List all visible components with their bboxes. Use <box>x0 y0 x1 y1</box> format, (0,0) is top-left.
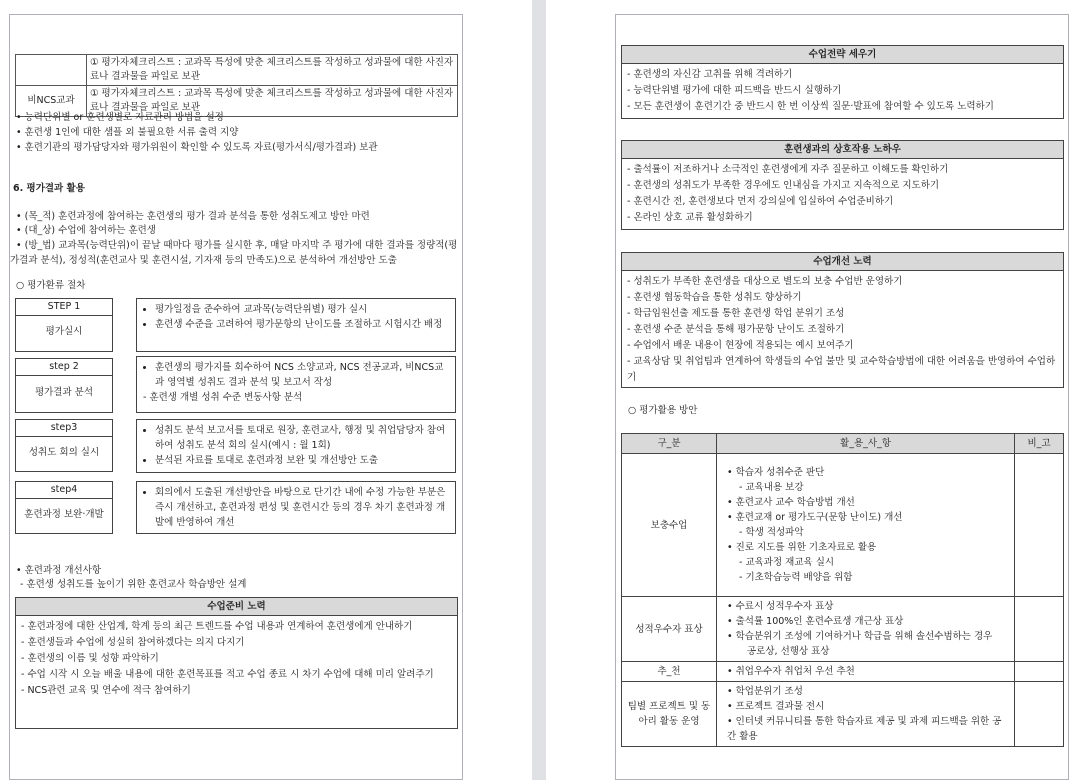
step-desc-item: • 분석된 자료를 토대로 훈련과정 보완 및 개선방안 도출 <box>155 453 449 468</box>
usage-item: - 학생 적성파악 <box>739 527 804 538</box>
step-label: STEP 1 <box>16 299 112 316</box>
box-item: - NCS관련 교육 및 연수에 적극 참여하기 <box>21 685 191 696</box>
step-desc-item: • 회의에서 도출된 개선방안을 바탕으로 단기간 내에 수정 가능한 부분은 즉시 개선하고, 훈련과정 편성 및 훈련시간 등의 경우 차기 훈련과정 개발에 반영하여 개선 <box>155 485 449 530</box>
interaction-box <box>621 140 1064 230</box>
table-row <box>622 682 1064 747</box>
page-gap <box>532 0 546 780</box>
box-item: - 출석률이 저조하거나 소극적인 훈련생에게 자주 질문하고 이해도를 확인하기 <box>627 164 949 175</box>
step-description <box>136 419 456 473</box>
usage-item: • 출석률 100%인 훈련수료생 개근상 표상 <box>727 616 904 627</box>
step-desc-item: - 훈련생 개별 성취 수준 변동사항 분석 <box>143 392 303 403</box>
row-note <box>1015 454 1064 597</box>
step-desc-item: • 훈련생 수준을 고려하여 평가문항의 난이도를 조절하고 시험시간 배정 <box>155 317 449 332</box>
table-cell-text: ① 평가자체크리스트 : 교과목 특성에 맞춘 체크리스트를 작성하고 성과물에 대한 사진자료나 결과물을 파일로 보관 <box>87 86 458 117</box>
table-header-row <box>622 434 1064 454</box>
evaluation-method-table <box>15 54 458 117</box>
strategy-box <box>621 45 1064 119</box>
row-note <box>1015 597 1064 662</box>
box-item: - 능력단위별 평가에 대한 피드백을 반드시 실행하기 <box>627 85 842 96</box>
usage-item: • 학습자 성취수준 판단 <box>727 467 825 478</box>
prep-effort-box <box>15 597 458 729</box>
step-title: 훈련과정 보완·개발 <box>24 509 104 520</box>
row-content <box>717 662 1015 682</box>
step-desc-item: • 훈련생의 평가지를 회수하여 NCS 소양교과, NCS 전공교과, 비NCS교과 영역별 성취도 결과 분석 및 보고서 작성 <box>155 360 449 390</box>
box-item: - 학급임원선출 제도를 통한 훈련생 학업 분위기 조성 <box>627 308 845 319</box>
usage-item: • 취업우수자 취업처 우선 추천 <box>727 666 855 677</box>
step-title: 평가결과 분석 <box>34 387 94 398</box>
lesson-improvement-box <box>621 252 1064 388</box>
box-item: - 훈련생의 자신감 고취를 위해 격려하기 <box>627 69 793 80</box>
usage-table <box>621 433 1064 747</box>
improvement-subtitle: - 훈련생 성취도를 높이기 위한 훈련교사 학습방안 설계 <box>20 579 247 590</box>
row-category: 보충수업 <box>622 454 717 597</box>
step-label: step 2 <box>16 359 112 376</box>
step-box <box>15 481 113 534</box>
usage-item: • 훈련교재 or 평가도구(문항 난이도) 개선 <box>727 512 903 523</box>
method-text: • (방_법) 교과목(능력단위)이 끝날 때마다 평가를 실시한 후, 매달 마지막 주 평가에 대한 결과를 정량적(평가결과 분석), 정성적(훈련교사 및 훈련시설, 기자재 등의 만족도)으로 분석하여 개선방안 도출 <box>10 240 458 266</box>
row-category: 성적우수자 표상 <box>622 597 717 662</box>
box-item: - 수업 시작 시 오늘 배울 내용에 대한 훈련목표를 적고 수업 종료 시 차기 수업에 대해 미리 알려주기 <box>21 669 434 680</box>
box-item: - 훈련생 협동학습을 통한 성취도 향상하기 <box>627 292 802 303</box>
usage-item: • 학습분위기 조성에 기여하거나 학급을 위해 솔선수범하는 경우 <box>727 631 993 642</box>
box-item: - 훈련생의 이름 및 성향 파악하기 <box>21 653 159 664</box>
row-category: 추_천 <box>622 662 717 682</box>
column-header: 활_용_사_항 <box>717 434 1015 454</box>
box-title: 훈련생과의 상호작용 노하우 <box>622 141 1063 159</box>
box-item: - 훈련생들과 수업에 성실히 참여하겠다는 의지 다지기 <box>21 637 245 648</box>
step-desc-item: • 성취도 분석 보고서를 토대로 원장, 훈련교사, 행정 및 취업담당자 참여하여 성취도 분석 회의 실시(예시 : 월 1회) <box>155 423 449 453</box>
document-page-1 <box>9 14 463 780</box>
usage-item: • 인터넷 커뮤니티를 통한 학습자료 제공 및 과제 피드백을 위한 공간 활용 <box>727 716 1002 742</box>
step-box <box>15 419 113 472</box>
usage-item: 공로상, 선행상 표상 <box>747 646 830 657</box>
box-title: 수업준비 노력 <box>16 598 457 616</box>
usage-item: - 기초학습능력 배양을 위함 <box>739 572 853 583</box>
bullet-item: • 훈련생 1인에 대한 샘플 외 불필요한 서류 출력 지양 <box>16 127 239 138</box>
table-row <box>16 55 458 86</box>
row-content <box>717 454 1015 597</box>
table-cell-label <box>16 55 87 86</box>
box-item: - 훈련시간 전, 훈련생보다 먼저 강의실에 입실하여 수업준비하기 <box>627 196 894 207</box>
usage-item: - 교육과정 재교육 실시 <box>739 557 835 568</box>
row-note <box>1015 682 1064 747</box>
usage-item: • 프로젝트 결과물 전시 <box>727 701 825 712</box>
usage-item: - 교육내용 보강 <box>739 482 804 493</box>
box-item: - 수업에서 배운 내용이 현장에 적용되는 예시 보여주기 <box>627 340 854 351</box>
box-item: - 훈련과정에 대한 산업계, 학계 등의 최근 트렌드를 수업 내용과 연계하여 훈련생에게 안내하기 <box>21 621 413 632</box>
purpose-text: • (목_적) 훈련과정에 참여하는 훈련생의 평가 결과 분석을 통한 성취도제고 방안 마련 <box>16 211 370 222</box>
box-item: - 훈련생의 성취도가 부족한 경우에도 인내심을 가지고 지속적으로 지도하기 <box>627 180 940 191</box>
table-row <box>622 454 1064 597</box>
box-item: - 교육상담 및 취업팀과 연계하여 학생들의 수업 불만 및 교수학습방법에 대한 어려움을 반영하여 수업하기 <box>627 356 1056 383</box>
step-description <box>136 481 456 534</box>
step-box <box>15 298 113 352</box>
procedure-title: ○ 평가환류 절차 <box>16 280 86 291</box>
step-box <box>15 358 113 413</box>
column-header: 비_고 <box>1015 434 1064 454</box>
document-page-2 <box>615 14 1069 780</box>
step-description <box>136 298 456 352</box>
step-desc-item: • 평가일정을 준수하여 교과목(능력단위별) 평가 실시 <box>155 302 449 317</box>
usage-title: ○ 평가활용 방안 <box>628 405 698 416</box>
row-note <box>1015 662 1064 682</box>
table-row <box>622 597 1064 662</box>
table-cell-text: ① 평가자체크리스트 : 교과목 특성에 맞춘 체크리스트를 작성하고 성과물에 대한 사진자료나 결과물을 파일로 보관 <box>87 55 458 86</box>
usage-item: • 훈련교사 교수 학습방법 개선 <box>727 497 855 508</box>
box-title: 수업개선 노력 <box>622 253 1063 271</box>
usage-item: • 진로 지도를 위한 기초자료로 활용 <box>727 542 877 553</box>
row-content <box>717 597 1015 662</box>
target-text: • (대_상) 수업에 참여하는 훈련생 <box>16 225 156 236</box>
step-title: 평가실시 <box>45 326 83 337</box>
step-title: 성취도 회의 실시 <box>28 447 100 458</box>
bullet-item: • 훈련기관의 평가담당자와 평가위원이 확인할 수 있도록 자료(평가서식/평가결과) 보관 <box>16 142 378 153</box>
table-row <box>622 662 1064 682</box>
step-label: step3 <box>16 420 112 437</box>
box-item: - 성취도가 부족한 훈련생을 대상으로 별도의 보충 수업반 운영하기 <box>627 276 903 287</box>
step-label: step4 <box>16 482 112 499</box>
usage-item: • 수료시 성적우수자 표상 <box>727 601 834 612</box>
row-category: 팀별 프로젝트 및 동아리 활동 운영 <box>622 682 717 747</box>
box-item: - 모든 훈련생이 훈련기간 중 반드시 한 번 이상씩 질문·발표에 참여할 수 있도록 노력하기 <box>627 101 994 112</box>
row-content <box>717 682 1015 747</box>
box-title: 수업전략 세우기 <box>622 46 1063 64</box>
improvement-title: • 훈련과정 개선사항 <box>16 565 102 576</box>
box-item: - 온라인 상호 교류 활성화하기 <box>627 212 753 223</box>
bullet-item: • 능력단위별 or 훈련생별로 자료관리 방법을 설정 <box>16 112 224 123</box>
section-title: 6. 평가결과 활용 <box>13 183 85 194</box>
step-description <box>136 356 456 413</box>
column-header: 구_분 <box>622 434 717 454</box>
usage-item: • 학업분위기 조성 <box>727 686 803 697</box>
box-item: - 훈련생 수준 분석을 통해 평가문항 난이도 조절하기 <box>627 324 845 335</box>
table-cell-label: 비NCS교과 <box>16 86 87 117</box>
